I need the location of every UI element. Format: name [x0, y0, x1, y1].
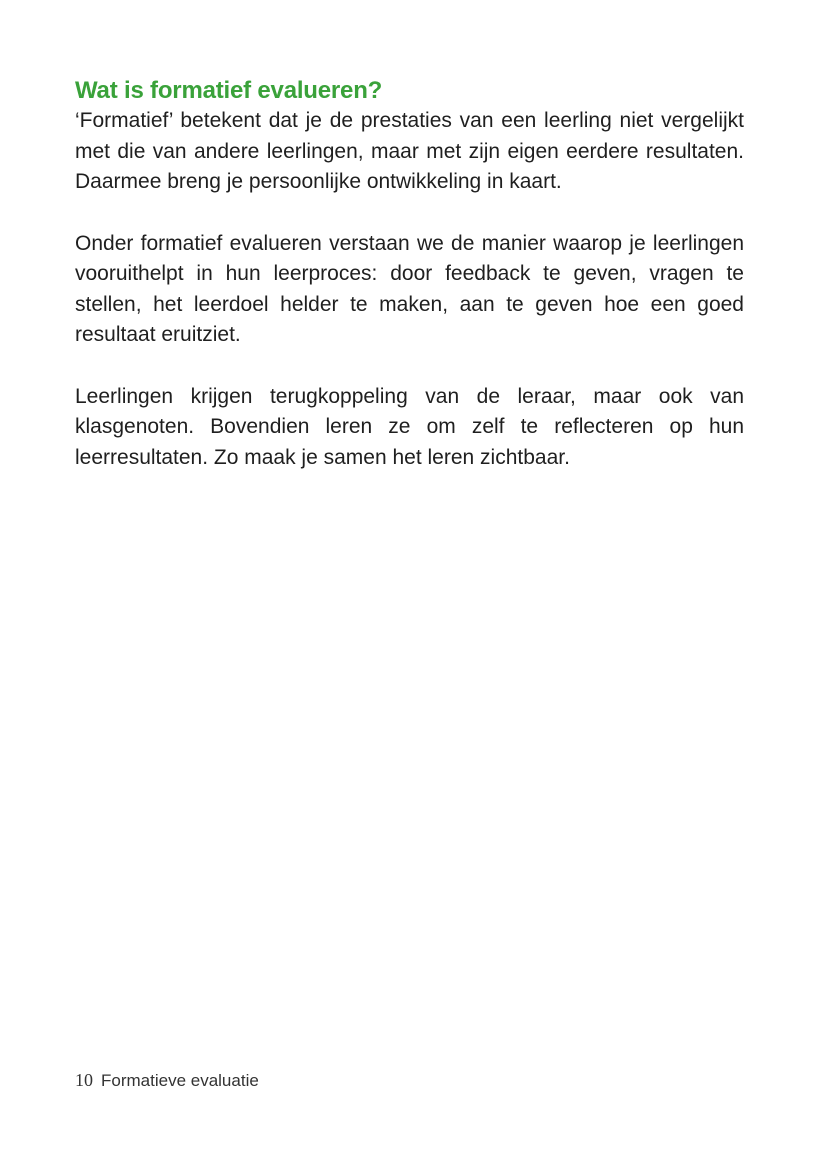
- page-heading: Wat is formatief evalueren?: [75, 77, 383, 104]
- page-number: 10: [75, 1070, 93, 1090]
- page-footer: [75, 1069, 259, 1092]
- paragraph-feedback: Leerlingen krijgen terugkoppeling van de leraar, maar ook van klasgenoten. Bovendien leren ze om zelf te reflecteren op hun leerresultaten. Zo maak je samen het leren zichtbaar.: [75, 384, 744, 469]
- footer-section-title: Formatieve evaluatie: [101, 1071, 259, 1090]
- paragraph-explanation: Onder formatief evalueren verstaan we de manier waarop je leerlingen vooruithelpt in hun leerproces: door feedback te geven, vragen te stellen, het leerdoel helder te maken, aan te geven hoe een goed resultaat eruitziet.: [75, 231, 744, 346]
- main-content: [75, 75, 744, 473]
- paragraph-definition: ‘Formatief’ betekent dat je de prestaties van een leerling niet vergelijkt met die van andere leerlingen, maar met zijn eigen eerdere resultaten. Daarmee breng je persoonlijke ontwikkeling in kaart.: [75, 109, 744, 193]
